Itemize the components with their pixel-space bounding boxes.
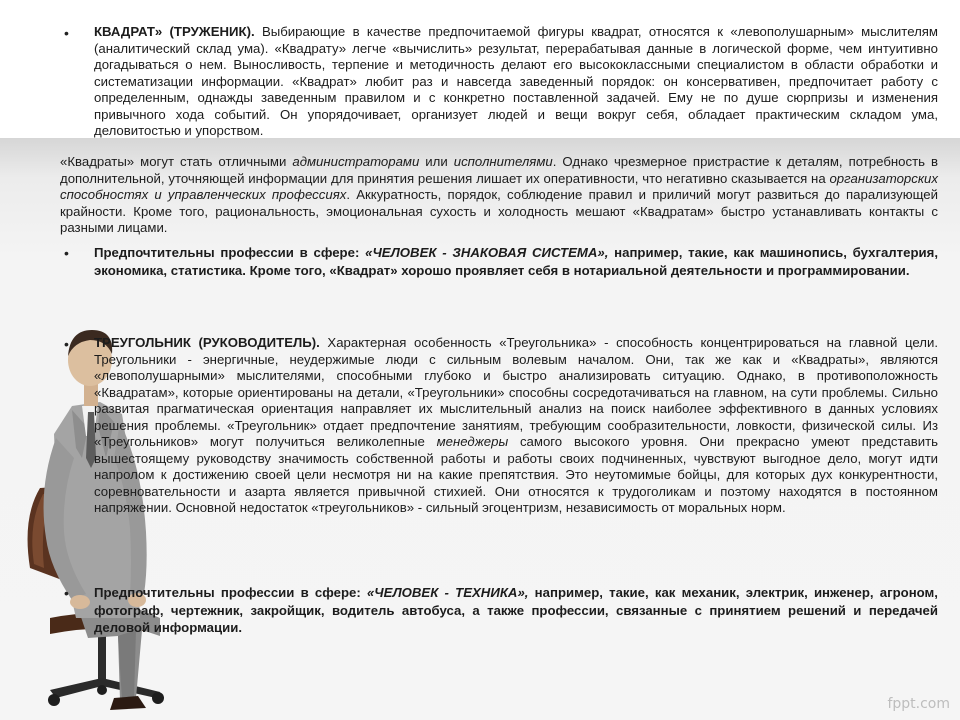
- para2-italic-administrators: администраторами: [292, 154, 420, 169]
- prof2-lead: Предпочтительны профессии в сфере:: [94, 585, 367, 600]
- triangle-title: ТРЕУГОЛЬНИК (РУКОВОДИТЕЛЬ).: [94, 335, 320, 350]
- section-triangle: [94, 335, 938, 517]
- triangle-professions: [94, 584, 938, 637]
- para2-text-3: . Однако чрезмерное пристрастие к деталям, потребность в дополнительной, уточняющей информации для принятия решения лишает их оперативности, что негативно сказывается на: [60, 154, 939, 186]
- bullet-1: •: [64, 25, 69, 41]
- square-paragraph: [94, 24, 938, 140]
- triangle-text-1: арактерная особенность «Треугольника» - способность концентрироваться на главной цели. Треугольники - энергичные, неудержимые люди с сильным волевым началом. Они, так же как и «Квадраты», являются «левополушарными» мыслителями, способными глубоко и быстро анализировать ситуацию. Однако, в противоположность «Квадратам», которые ориентированы на детали, «Треугольники» способны сосредотачиваться на главном, на сути проблемы. Сильно развитая прагматическая ориентация направляет их мыслительный анализ на поиск наиболее эффективного в данных условиях решения проблемы. «Треугольник» отдает предпочтение занятиям, требующим сообразительности, ловкости, физической силы. Из «Треугольников» могут получиться великолепные: [94, 335, 939, 449]
- triangle-italic-managers: менеджеры: [436, 434, 509, 449]
- square-description: Выбирающие в качестве предпочитаемой фигуры квадрат, относятся к «левополушарным» мыслителям (аналитический склад ума). «Квадрату» легче «вычислить» результат, перерабатывая данные в логической форме, чем интуитивно догадываться о нем. Выносливость, терпение и методичность делают его высококлассными специалистом в области обработки и систематизации информации. «Квадрат» любит раз и навсегда заведенный порядок: он консервативен, предпочитает работу с определенным, однажды заведенным правилом и с конкретно поставленной задачей. Ему не по душе сюрпризы и изменения привычного хода событий. Он упорядочивает, организует людей и вещи вокруг себя, обладает практическим складом ума, деловитостью и упорством.: [94, 24, 938, 138]
- prof1-lead: Предпочтительны профессии в сфере:: [94, 245, 366, 260]
- bullet-2: •: [64, 245, 69, 261]
- watermark: fppt.com: [887, 696, 950, 712]
- prof2-list: например, такие, как механик, электрик, инженер, агроном, фотограф, чертежник, закройщик, водитель автобуса, а также профессии, связанные с принятием решений и передачей деловой информации.: [94, 585, 938, 635]
- para2-text-4: . Аккуратность, порядок, соблюдение правил и приличий могут развиться до парализующей крайности. Кроме того, рациональность, эмоциональная сухость и холодность мешают «Квадратам» быстро устанавливать контакты с разными лицами.: [60, 187, 938, 235]
- bullet-4: •: [64, 585, 69, 601]
- square-professions: [94, 244, 938, 279]
- para2-italic-abilities: организаторских способностях и управленческих профессиях: [60, 170, 938, 202]
- prof2-sphere: «ЧЕЛОВЕК - ТЕХНИКА»,: [366, 585, 529, 600]
- para2-italic-executors: исполнителями: [453, 154, 553, 169]
- triangle-text-0: Х: [319, 335, 337, 350]
- triangle-text-2: самого высокого уровня. Они прекрасно умеют представить вышестоящему руководству значимость собственной работы и работы своих подчиненных, чувствуют выгодное дело, могут идти напролом к достижению своей цели несмотря ни на какие препятствия. Это неутомимые бойцы, для которых дух конкурентности, соревновательности и азарта является привычной стихией. Они относятся к трудоголикам и поэтому находятся в постоянном напряжении. Основной недостаток «треугольников» - сильный эгоцентризм, независимость от моральных норм.: [94, 434, 938, 515]
- square-title: КВАДРАТ» (ТРУЖЕНИК).: [94, 24, 255, 39]
- para2-text-2: или: [419, 154, 454, 169]
- prof1-sphere: «ЧЕЛОВЕК - ЗНАКОВАЯ СИСТЕМА»,: [365, 245, 609, 260]
- para2-text-1: «Квадраты» могут стать отличными: [60, 154, 293, 169]
- section-square: [94, 24, 938, 140]
- square-roles-paragraph: [60, 154, 938, 237]
- bullet-3: •: [64, 336, 69, 352]
- prof1-list: например, такие, как машинопись, бухгалтерия, экономика, статистика. Кроме того, «Квадрат» хорошо проявляет себя в нотариальной деятельности и программировании.: [94, 245, 938, 278]
